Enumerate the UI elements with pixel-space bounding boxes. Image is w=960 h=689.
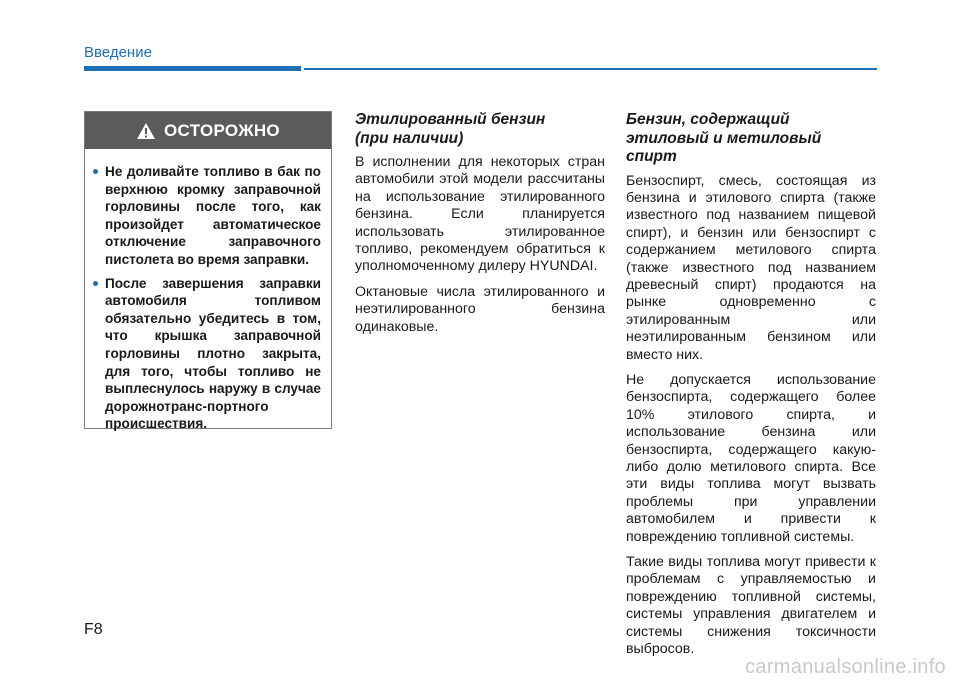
caution-item <box>105 163 321 269</box>
caution-item <box>105 275 321 433</box>
bullet-icon <box>93 281 98 286</box>
watermark: carmanualsonline.info <box>745 656 946 678</box>
caution-header <box>85 112 331 149</box>
paragraph: Октановые числа этилированного и неэтилированного бензина одинаковые. <box>355 283 605 335</box>
caution-box <box>84 111 332 432</box>
paragraph: В исполнении для некоторых стран автомобили этой модели рассчитаны на использование этилированного бензина. Если планируется использовать этилированное топливо, рекомендуем обратиться к уполномоченному дилеру HYUNDAI. <box>355 154 605 275</box>
header-rule <box>304 68 877 70</box>
bullet-icon <box>93 169 98 174</box>
heading-line: Бензин, содержащий <box>626 111 790 128</box>
heading-line: спирт <box>626 148 677 165</box>
heading-line: Этилированный бензин <box>355 111 546 128</box>
paragraph: Бензоспирт, смесь, состоящая из бензина и этилового спирта (также известного под названием пищевой спирт), и бензин или бензоспирт с содержанием метилового спирта (также известного под названием древесный спирт) продаются на рынке одновременно с этилированным или неэтилированным бензином или вместо них. <box>626 172 876 363</box>
header-rule-accent <box>84 66 301 71</box>
page-number: F8 <box>84 621 103 638</box>
caution-title: ОСТОРОЖНО <box>164 120 280 140</box>
caution-item-text: Не доливайте топливо в бак по верхнюю кромку заправочной горловины после того, как произойдет автоматическое отключение заправочного пистолета во время заправки. <box>105 164 321 267</box>
leaded-fuel-heading <box>355 111 605 148</box>
alcohol-fuel-heading <box>626 111 876 167</box>
paragraph: Не допускается использование бензоспирта, содержащего более 10% этилового спирта, и использование бензина или бензоспирта, содержащего какую-либо долю метилового спирта. Все эти виды топлива могут вызвать проблемы при управлении автомобилем и привести к повреждению топливной системы. <box>626 371 876 545</box>
section-title: Введение <box>84 44 152 61</box>
heading-line: (при наличии) <box>355 129 464 147</box>
heading-line: этиловый и метиловый <box>626 129 822 147</box>
leaded-fuel-section <box>355 111 605 344</box>
paragraph: Такие виды топлива могут привести к проблемам с управляемостью и повреждению топливной системы, системы управления двигателем и системы снижения токсичности выбросов. <box>626 554 876 658</box>
alcohol-fuel-section <box>626 111 876 666</box>
warning-triangle-icon <box>136 122 156 140</box>
caution-list <box>85 149 331 433</box>
caution-item-text: После завершения заправки автомобиля топливом обязательно убедитесь в том, что крышка заправочной горловины плотно закрыта, для того, чтобы топливо не выплеснулось наружу в случае дорожнотранс-портного происшествия. <box>105 275 321 432</box>
